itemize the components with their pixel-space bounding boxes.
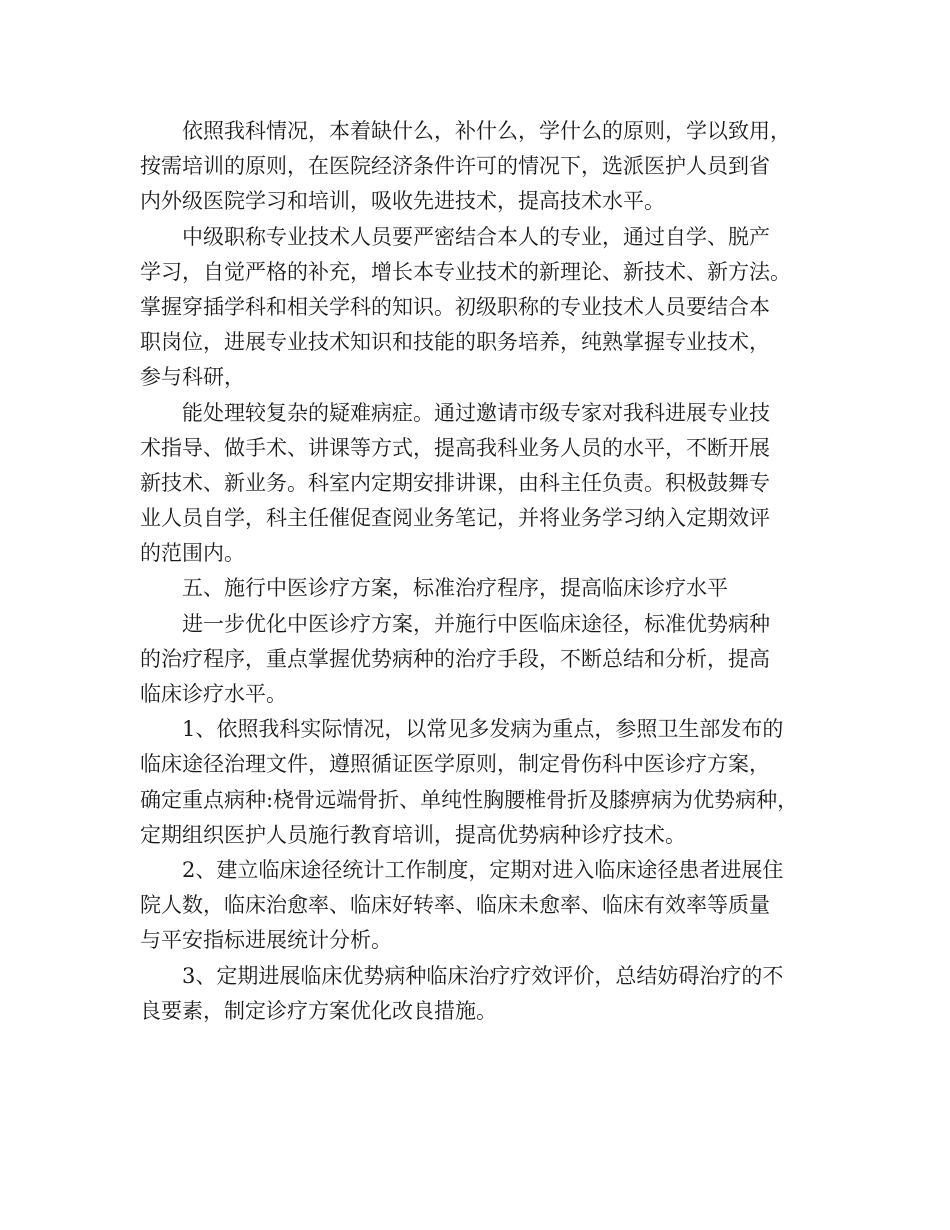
- text-line: 术指导、做手术、讲课等方式，提高我科业务人员的水平，不断开展: [140, 435, 770, 460]
- text-line: 3、定期进展临床优势病种临床治疗疗效评价，总结妨碍治疗的不: [182, 963, 784, 988]
- text-line: 按需培训的原则，在医院经济条件许可的情况下，选派医护人员到省: [140, 154, 770, 179]
- text-line: 依照我科情况，本着缺什么，补什么，学什么的原则，学以致用，: [182, 119, 791, 143]
- document-body: [140, 114, 830, 1029]
- text-line: 职岗位，进展专业技术知识和技能的职务培养，纯熟掌握专业技术，: [140, 330, 770, 355]
- text-line: 1、依照我科实际情况，以常见多发病为重点，参照卫生部发布的: [182, 717, 784, 742]
- text-line: 确定重点病种:桡骨远端骨折、单纯性胸腰椎骨折及膝痹病为优势病种，: [140, 787, 799, 812]
- text-line: 的治疗程序，重点掌握优势病种的治疗手段，不断总结和分析，提高: [140, 646, 770, 671]
- text-line: 新技术、新业务。科室内定期安排讲课，由科主任负责。积极鼓舞专: [140, 470, 770, 495]
- text-line: 良要素，制定诊疗方案优化改良措施。: [140, 998, 497, 1023]
- text-line: 五、施行中医诊疗方案，标准治疗程序，提高临床诊疗水平: [182, 576, 728, 601]
- text-line: 参与科研，: [140, 365, 245, 390]
- text-line: 临床途径治理文件，遵照循证医学原则，制定骨伤科中医诊疗方案，: [140, 752, 770, 777]
- text-line: 能处理较复杂的疑难病症。通过邀请市级专家对我科进展专业技: [182, 400, 770, 425]
- text-line: 掌握穿插学科和相关学科的知识。初级职称的专业技术人员要结合本: [140, 294, 770, 319]
- text-line: 业人员自学，科主任催促查阅业务笔记，并将业务学习纳入定期效评: [140, 506, 770, 531]
- text-line: 进一步优化中医诊疗方案，并施行中医临床途径，标准优势病种: [182, 611, 770, 636]
- text-line: 院人数，临床治愈率、临床好转率、临床未愈率、临床有效率等质量: [140, 893, 770, 918]
- text-line: 内外级医院学习和培训，吸收先进技术，提高技术水平。: [140, 189, 665, 214]
- text-line: 2、建立临床途径统计工作制度，定期对进入临床途径患者进展住: [182, 857, 784, 882]
- text-line: 定期组织医护人员施行教育培训，提高优势病种诊疗技术。: [140, 822, 686, 847]
- text-line: 与平安指标进展统计分析。: [140, 928, 392, 953]
- text-line: 中级职称专业技术人员要严密结合本人的专业，通过自学、脱产: [182, 224, 770, 249]
- text-line: 学习，自觉严格的补充，增长本专业技术的新理论、新技术、新方法。: [140, 259, 791, 284]
- text-line: 的范围内。: [140, 541, 245, 566]
- text-line: 临床诊疗水平。: [140, 682, 287, 706]
